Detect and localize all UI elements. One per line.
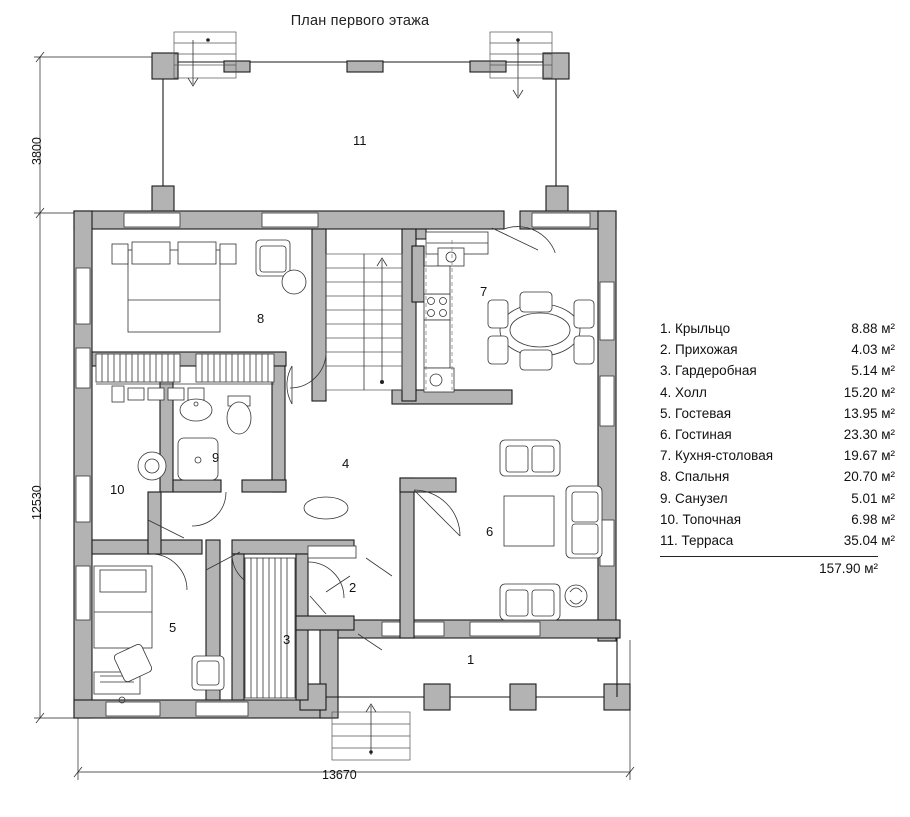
legend-row bbox=[660, 424, 895, 445]
legend-row bbox=[660, 318, 895, 339]
legend-row bbox=[660, 403, 895, 424]
room-marker-6: 6 bbox=[486, 524, 494, 539]
legend-area: 8.88 м² bbox=[851, 321, 895, 336]
legend-area: 4.03 м² bbox=[851, 342, 895, 358]
terrace-structure bbox=[152, 32, 569, 213]
legend-row bbox=[660, 445, 895, 466]
room-marker-4: 4 bbox=[342, 456, 350, 471]
legend-area: 6.98 м² bbox=[851, 511, 895, 527]
legend-area: 13.95 м² bbox=[843, 405, 895, 421]
room-marker-7: 7 bbox=[480, 284, 488, 299]
legend-label: Терраса bbox=[681, 533, 734, 549]
hall-furniture bbox=[304, 497, 356, 558]
room-marker-9: 9 bbox=[212, 450, 220, 465]
legend-label: Топочная bbox=[682, 511, 742, 527]
legend-row bbox=[660, 360, 895, 381]
dimension-3800: 3800 bbox=[30, 137, 44, 165]
guest-room-furniture bbox=[94, 566, 224, 703]
kitchen-units bbox=[424, 232, 594, 392]
legend-num: 7. bbox=[660, 448, 672, 464]
dimension-13670: 13670 bbox=[322, 768, 357, 782]
room-marker-2: 2 bbox=[349, 580, 357, 595]
legend-num: 2. bbox=[660, 342, 672, 358]
legend-num: 3. bbox=[660, 363, 672, 379]
legend-row bbox=[660, 466, 895, 487]
legend-area: 35.04 м² bbox=[843, 533, 895, 549]
legend-area: 20.70 м² bbox=[843, 469, 895, 485]
legend-num: 9. bbox=[660, 490, 672, 506]
legend-row bbox=[660, 382, 895, 403]
room-marker-5: 5 bbox=[169, 620, 177, 635]
legend-label: Гостиная bbox=[675, 427, 732, 443]
room-marker-8: 8 bbox=[257, 311, 265, 326]
legend-row bbox=[660, 530, 895, 551]
legend-area: 23.30 м² bbox=[843, 427, 895, 443]
bathroom-fixtures bbox=[138, 396, 251, 480]
room-marker-3: 3 bbox=[283, 632, 291, 647]
page-title: План первого этажа bbox=[290, 13, 430, 29]
legend-row bbox=[660, 509, 895, 530]
legend-label: Холл bbox=[675, 384, 707, 400]
dimension-12530: 12530 bbox=[30, 485, 44, 520]
legend-num: 11. bbox=[660, 533, 678, 549]
legend-num: 6. bbox=[660, 427, 672, 443]
legend-area: 5.01 м² bbox=[851, 490, 895, 506]
legend-num: 8. bbox=[660, 469, 672, 485]
living-room-furniture bbox=[500, 440, 602, 620]
bedroom-furniture bbox=[112, 240, 306, 332]
room-marker-10: 10 bbox=[110, 482, 125, 497]
legend-num: 10. bbox=[660, 511, 679, 527]
legend-label: Гостевая bbox=[675, 405, 732, 421]
legend-label: Спальня bbox=[675, 469, 730, 485]
legend-label: Кухня-столовая bbox=[675, 448, 774, 464]
legend-label: Санузел bbox=[675, 490, 728, 506]
legend-area: 15.20 м² bbox=[843, 384, 895, 400]
legend-num: 1. bbox=[660, 321, 672, 336]
legend-row bbox=[660, 488, 895, 509]
staircase bbox=[326, 254, 402, 390]
legend-label: Прихожая bbox=[675, 342, 738, 358]
legend-divider bbox=[660, 556, 878, 557]
legend-num: 4. bbox=[660, 384, 672, 400]
legend-label: Гардеробная bbox=[675, 363, 757, 379]
legend-num: 5. bbox=[660, 405, 672, 421]
legend-row bbox=[660, 339, 895, 360]
legend-area: 5.14 м² bbox=[851, 363, 895, 379]
room-marker-11: 11 bbox=[353, 133, 367, 148]
legend-label: Крыльцо bbox=[675, 321, 731, 336]
legend-total-area: 157.90 м² bbox=[819, 561, 878, 577]
wardrobe-3-shelves bbox=[245, 558, 295, 698]
room-legend bbox=[660, 318, 895, 576]
room-marker-1: 1 bbox=[467, 652, 475, 667]
legend-area: 19.67 м² bbox=[843, 448, 895, 464]
